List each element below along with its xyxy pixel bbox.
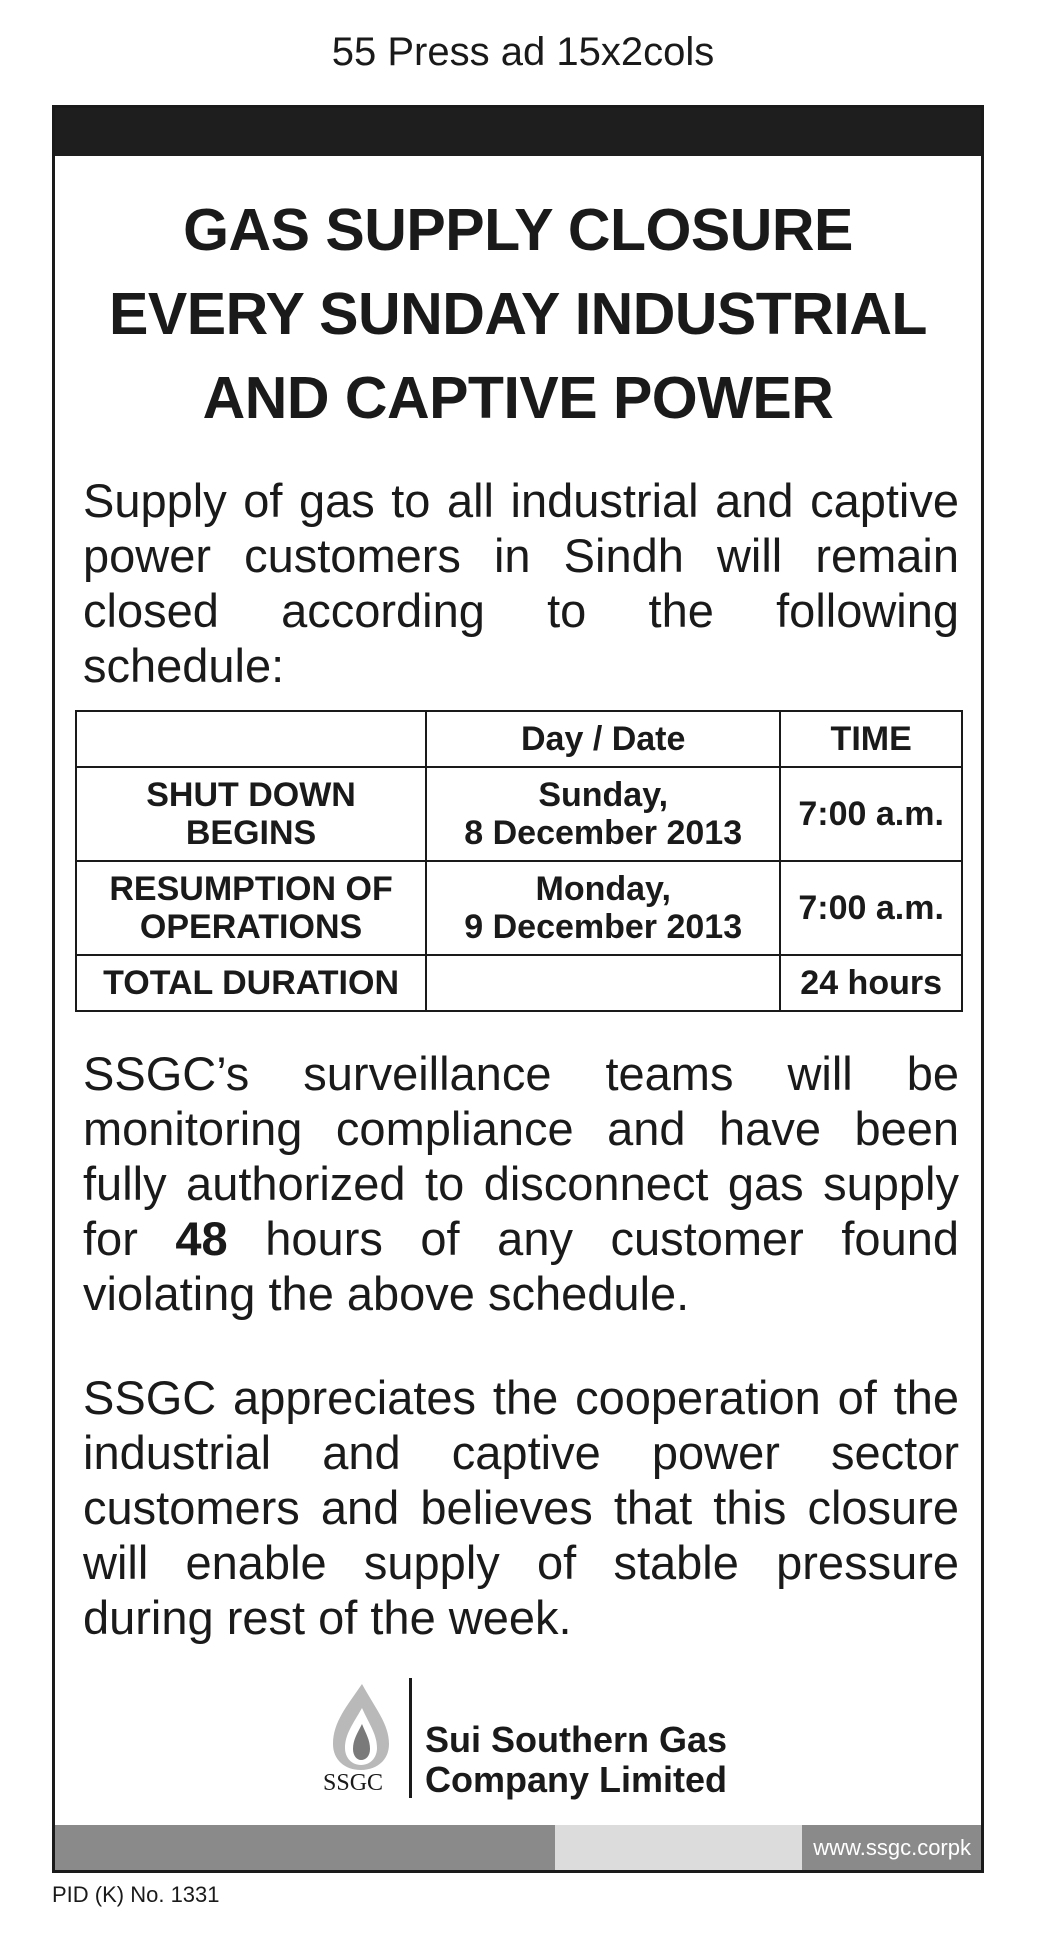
row-label-line-2: BEGINS [185, 814, 317, 852]
row-label [76, 861, 426, 955]
advertisement-frame [52, 105, 984, 1873]
header-cell-empty [76, 711, 426, 767]
row-label-line-1: SHUT DOWN [146, 776, 356, 814]
row-date-line-2: 9 December 2013 [464, 908, 743, 946]
bottom-bar-left [55, 1825, 555, 1870]
table-row-shutdown [76, 767, 962, 861]
company-logo [317, 1678, 737, 1798]
row-date-line-2: 8 December 2013 [464, 814, 743, 852]
pid-number: PID (K) No. 1331 [52, 1882, 220, 1907]
header-cell-day-date: Day / Date [426, 711, 780, 767]
header-cell-time: TIME [780, 711, 962, 767]
row-date-line-1: Sunday, [538, 776, 669, 814]
row-label-line-1: RESUMPTION OF [109, 870, 393, 908]
company-name [425, 1720, 727, 1800]
bottom-bar-right [802, 1825, 981, 1870]
table-row-resumption [76, 861, 962, 955]
row-date [426, 861, 780, 955]
surveillance-text-end: hours of any customer found violating the above schedule. [83, 1212, 959, 1320]
bottom-bar-middle [555, 1825, 802, 1870]
total-label: TOTAL DURATION [76, 955, 426, 1011]
table-header-row [76, 711, 962, 767]
top-black-bar [55, 108, 981, 156]
logo-divider [409, 1678, 412, 1798]
surveillance-paragraph [83, 1046, 959, 1321]
headline-line-3: AND CAPTIVE POWER [202, 365, 834, 431]
headline-line-1: GAS SUPPLY CLOSURE [183, 197, 853, 263]
row-date-line-1: Monday, [535, 870, 671, 908]
row-date [426, 767, 780, 861]
row-time: 7:00 a.m. [780, 861, 962, 955]
row-time: 7:00 a.m. [780, 767, 962, 861]
website-link[interactable]: www.ssgc.corpk [813, 1835, 971, 1860]
surveillance-text-start: SSGC’s surveillance teams will be monitoring compliance and have been fully authorized to disconnect gas supply for [83, 1047, 959, 1265]
intro-paragraph: Supply of gas to all industrial and captive power customers in Sindh will remain closed according to the following schedule: [83, 474, 959, 692]
company-name-line-2: Company Limited [425, 1759, 728, 1800]
closing-paragraph: SSGC appreciates the cooperation of the industrial and captive power sector customers and believes that this closure will enable supply of stable pressure during rest of the week. [83, 1371, 959, 1644]
bottom-bar [55, 1825, 981, 1870]
headline [55, 188, 981, 440]
logo-abbreviation: SSGC [323, 1770, 384, 1796]
total-time: 24 hours [780, 955, 962, 1011]
company-name-line-1: Sui Southern Gas [425, 1719, 728, 1760]
row-label [76, 767, 426, 861]
headline-line-2: EVERY SUNDAY INDUSTRIAL [109, 281, 927, 347]
table-row-total [76, 955, 962, 1011]
ad-size-caption: 55 Press ad 15x2cols [331, 30, 715, 74]
total-date [426, 955, 780, 1011]
row-label-line-2: OPERATIONS [139, 908, 363, 946]
schedule-table [75, 710, 963, 1012]
surveillance-hours: 48 [175, 1212, 228, 1265]
